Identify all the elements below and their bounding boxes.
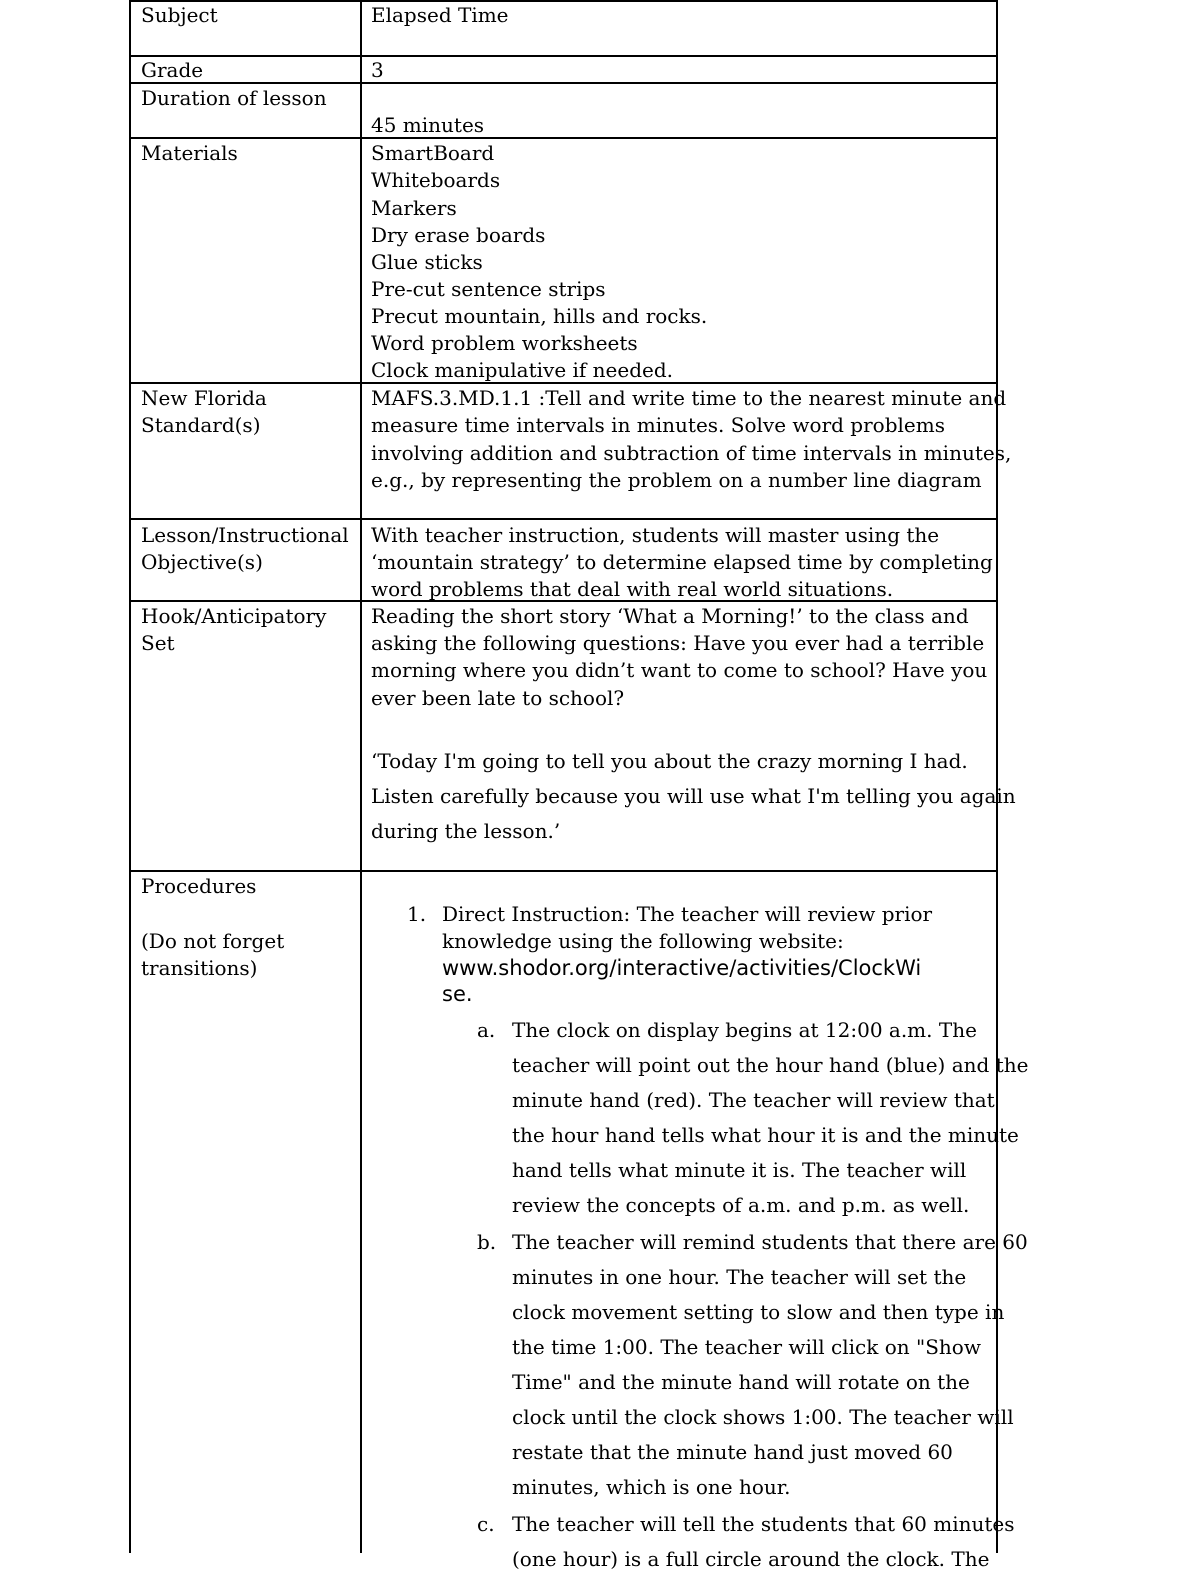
hook-line: ever been late to school? <box>371 686 625 710</box>
subitem-b-line: clock movement setting to slow and then type in <box>512 1300 1005 1324</box>
label-materials: Materials <box>141 141 238 165</box>
step1-line: Direct Instruction: The teacher will review prior <box>442 902 933 926</box>
standards-line: MAFS.3.MD.1.1 :Tell and write time to the nearest minute and <box>371 386 1007 410</box>
row-divider <box>129 518 998 520</box>
materials-item: Dry erase boards <box>371 223 546 247</box>
row-divider <box>129 137 998 139</box>
label-grade: Grade <box>141 58 204 82</box>
hook-quote-line: ‘Today I'm going to tell you about the crazy morning I had. <box>371 749 968 773</box>
subitem-b-line: minutes, which is one hour. <box>512 1475 791 1499</box>
subitem-b-line: the time 1:00. The teacher will click on "Show <box>512 1335 981 1359</box>
subitem-b-line: minutes in one hour. The teacher will set the <box>512 1265 967 1289</box>
label-standards-line: Standard(s) <box>141 413 261 437</box>
table-border-left <box>129 0 131 1553</box>
hook-line: morning where you didn’t want to come to school? Have you <box>371 658 988 682</box>
hook-quote-line: Listen carefully because you will use what I'm telling you again <box>371 784 1016 808</box>
subitem-a-line: The clock on display begins at 12:00 a.m. The <box>512 1018 977 1042</box>
subitem-b-line: Time" and the minute hand will rotate on the <box>512 1370 970 1394</box>
subitem-a-line: the hour hand tells what hour it is and the minute <box>512 1123 1019 1147</box>
row-divider <box>129 82 998 84</box>
step1-line: knowledge using the following website: <box>442 929 844 953</box>
subitem-b-line: clock until the clock shows 1:00. The teacher will <box>512 1405 1014 1429</box>
row-divider <box>129 0 998 2</box>
label-hook-line: Set <box>141 631 175 655</box>
subitem-c-line: (one hour) is a full circle around the clock. The <box>512 1547 990 1571</box>
objective-line: ‘mountain strategy’ to determine elapsed time by completing <box>371 550 993 574</box>
subitem-a-line: teacher will point out the hour hand (blue) and the <box>512 1053 1029 1077</box>
materials-item: Precut mountain, hills and rocks. <box>371 304 708 328</box>
value-grade: 3 <box>371 58 384 82</box>
objective-line: word problems that deal with real world situations. <box>371 577 894 601</box>
label-procedures: Procedures <box>141 874 257 898</box>
materials-item: Glue sticks <box>371 250 483 274</box>
standards-line: e.g., by representing the problem on a number line diagram <box>371 468 982 492</box>
list-letter: a. <box>477 1018 496 1042</box>
objective-line: With teacher instruction, students will master using the <box>371 523 940 547</box>
table-border-middle <box>360 0 362 1553</box>
standards-line: involving addition and subtraction of time intervals in minutes, <box>371 441 1012 465</box>
materials-item: Whiteboards <box>371 168 501 192</box>
materials-item: Word problem worksheets <box>371 331 638 355</box>
subitem-a-line: hand tells what minute it is. The teacher will <box>512 1158 967 1182</box>
label-objective-line: Lesson/Instructional <box>141 523 349 547</box>
materials-item: Clock manipulative if needed. <box>371 358 674 382</box>
subitem-a-line: review the concepts of a.m. and p.m. as well. <box>512 1193 970 1217</box>
materials-item: SmartBoard <box>371 141 495 165</box>
standards-line: measure time intervals in minutes. Solve word problems <box>371 413 945 437</box>
hook-line: Reading the short story ‘What a Morning!’ to the class and <box>371 604 969 628</box>
hook-quote-line: during the lesson.’ <box>371 819 561 843</box>
website-link[interactable]: se. <box>442 982 473 1006</box>
subitem-b-line: restate that the minute hand just moved 60 <box>512 1440 953 1464</box>
list-number: 1. <box>407 902 427 926</box>
subitem-b-line: The teacher will remind students that there are 60 <box>512 1230 1028 1254</box>
hook-line: asking the following questions: Have you ever had a terrible <box>371 631 985 655</box>
row-divider <box>129 870 998 872</box>
subitem-a-line: minute hand (red). The teacher will review that <box>512 1088 995 1112</box>
value-subject: Elapsed Time <box>371 3 509 27</box>
label-duration: Duration of lesson <box>141 86 327 110</box>
label-objective-line: Objective(s) <box>141 550 263 574</box>
materials-item: Pre-cut sentence strips <box>371 277 606 301</box>
subitem-c-line: The teacher will tell the students that 60 minutes <box>512 1512 1015 1536</box>
label-procedures-note-line: (Do not forget <box>141 929 285 953</box>
value-duration: 45 minutes <box>371 113 485 137</box>
list-letter: b. <box>477 1230 497 1254</box>
materials-item: Markers <box>371 196 457 220</box>
row-divider <box>129 55 998 57</box>
label-hook-line: Hook/Anticipatory <box>141 604 327 628</box>
label-standards-line: New Florida <box>141 386 267 410</box>
label-procedures-note-line: transitions) <box>141 956 258 980</box>
label-subject: Subject <box>141 3 218 27</box>
list-letter: c. <box>477 1512 495 1536</box>
website-link[interactable]: www.shodor.org/interactive/activities/ClockWi <box>442 956 922 980</box>
